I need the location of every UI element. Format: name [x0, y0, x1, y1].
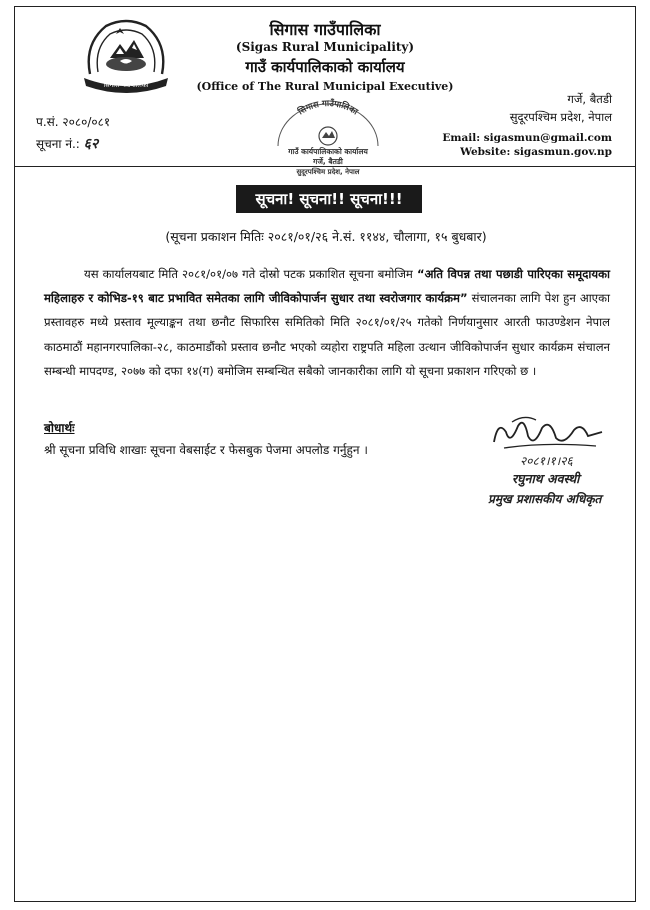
cc-label: बोधार्थः: [44, 421, 75, 435]
stamp-line-3: गर्जे, बैतडी: [313, 157, 343, 166]
stamp-line-2: गाउँ कार्यपालिकाको कार्यालय: [288, 147, 368, 156]
contact-website: Website: sigasmun.gov.np: [460, 146, 612, 158]
office-stamp: [272, 96, 384, 180]
notice-title: सूचना! सूचना!! सूचना!!!: [236, 185, 422, 213]
municipality-name-np: सिगास गाउँपालिका: [269, 20, 381, 39]
notice-body: [44, 262, 610, 383]
body-part-2: संचालनका लागि पेश हुन आएका प्रस्तावहरु मध्ये प्रस्ताव मूल्याङ्कन तथा छनौट सिफारिस समितिको मिति २०८१/०१/२५ गतेको निर्णयानुसार आरती फाउण्डेशन नेपाल काठमाठौं महानगरपालिका-२८, काठमाडौंको प्रस्ताव छनौट भएको व्यहोरा राष्ट्रपति महिला उत्थान जीविकोपार्जन सुधार कार्यक्रम संचालन सम्बन्धी मापदण्ड, २०७७ को दफा १४(ग) बमोजिम सम्बन्धित सबैको जानकारीका लागि यो सूचना प्रकाशन गरिएको छ ।: [44, 291, 610, 378]
signature-date: २०८१।१।२६: [520, 454, 573, 468]
ps-value: २०८०/०८१: [62, 115, 111, 129]
svg-text:सिगास गाउँपालिका: [295, 98, 360, 118]
signatory-name: रघुनाथ अवस्थी: [512, 471, 580, 486]
notice-no-label: सूचना नं.:: [36, 137, 80, 151]
cc-text: श्री सूचना प्रविधि शाखाः सूचना वेबसाईट र फेसबुक पेजमा अपलोड गर्नुहुन ।: [44, 443, 368, 457]
letter-reference: [36, 113, 110, 130]
office-name-en: (Office of The Rural Municipal Executive): [196, 80, 454, 93]
notice-no-value: ६२: [83, 136, 99, 152]
program-name: “अति विपन्न तथा पछाडी पारिएका समूदायका महिलाहरु र कोभिड-१९ बाट प्रभावित समेतका लागि जीविकोपार्जन सुधार तथा स्वरोजगार कार्यक्रम”: [44, 267, 610, 306]
address-line-2: सुदूरपश्चिम प्रदेश, नेपाल: [509, 110, 612, 124]
contact-email: Email: sigasmun@gmail.com: [442, 132, 612, 144]
notice-number: [36, 134, 98, 153]
emblem-caption: सिगास गाउँपालिका: [103, 81, 149, 89]
header-divider: [14, 166, 636, 167]
stamp-line-4: सुदूरपश्चिम प्रदेश, नेपाल: [296, 168, 360, 176]
office-name-np: गाउँ कार्यपालिकाको कार्यालय: [245, 58, 405, 76]
address-line-1: गर्जे, बैतडी: [567, 92, 612, 106]
municipality-name-en: (Sigas Rural Municipality): [235, 40, 415, 54]
signatory-title: प्रमुख प्रशासकीय अधिकृत: [488, 492, 602, 506]
ps-label: प.सं.: [36, 115, 59, 129]
nepal-emblem-logo: [80, 14, 172, 96]
publication-date: (सूचना प्रकाशन मितिः २०८१/०१/२६ ने.सं. ११४४, चौलागा, १५ बुधबार): [165, 229, 487, 244]
body-part-1: यस कार्यालयबाट मिति २०८१/०१/०७ गते दोस्रो पटक प्रकाशित सूचना बमोजिम: [84, 267, 417, 281]
stamp-line-1: सिगास गाउँपालिका: [296, 98, 360, 118]
